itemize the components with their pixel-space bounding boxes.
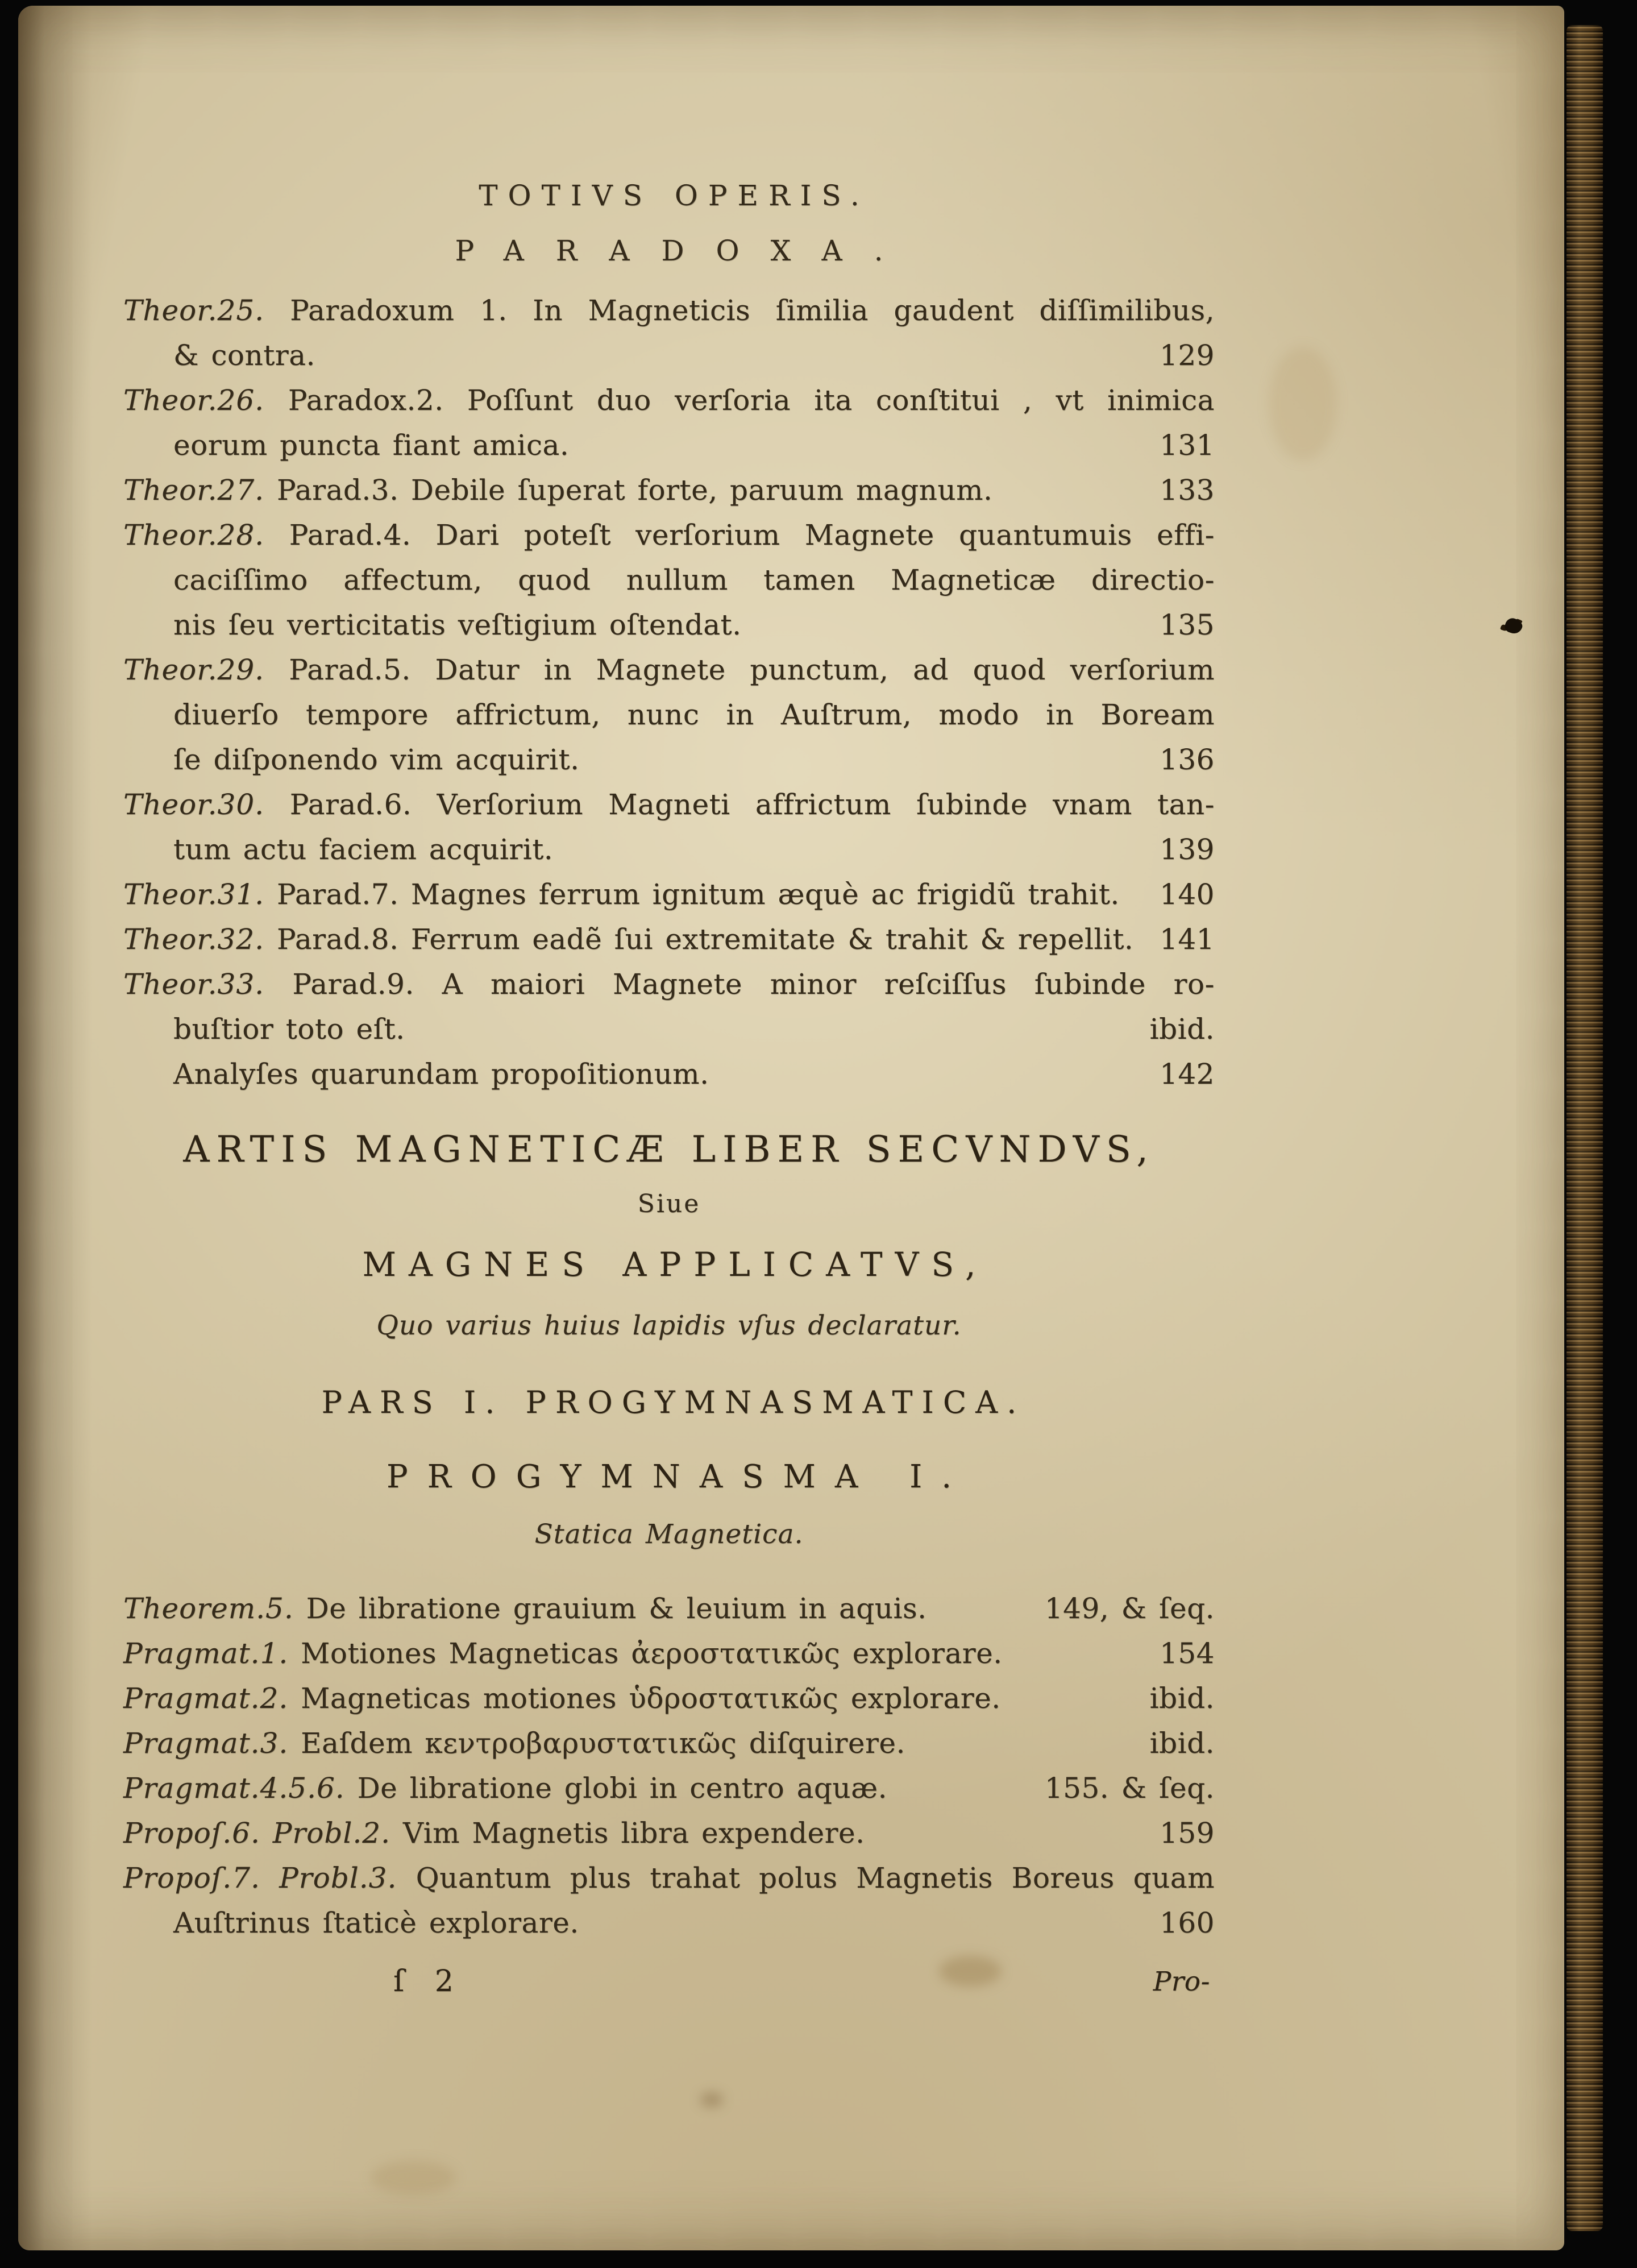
entry-page-number: 133 xyxy=(1160,474,1215,507)
toc-entry xyxy=(123,1676,1215,1721)
toc-entry xyxy=(123,917,1215,962)
entry-text: Theor.30. Parad.6. Verſorium Magneti affrictum ſubinde vnam tan- xyxy=(123,788,1215,821)
entry-text: buſtior toto eſt. xyxy=(173,1013,405,1046)
entry-page-number: 131 xyxy=(1160,429,1215,462)
entry-text: tum actu faciem acquirit. xyxy=(173,833,554,866)
toc-entry xyxy=(123,962,1215,1052)
toc-entry xyxy=(123,872,1215,917)
toc-entry xyxy=(123,378,1215,468)
toc-line xyxy=(123,1586,1215,1631)
toc-line xyxy=(123,917,1215,962)
entry-label: Pragmat.2. xyxy=(123,1682,301,1715)
gutter-shadow xyxy=(18,6,98,2250)
toc-line xyxy=(123,333,1215,378)
toc-line xyxy=(123,737,1215,782)
toc-line xyxy=(123,1811,1215,1856)
entry-text: ſe diſponendo vim acquirit. xyxy=(173,743,580,776)
entry-text: Theor.29. Parad.5. Datur in Magnete punctum, ad quod verſorium xyxy=(123,653,1215,686)
toc-line xyxy=(123,693,1215,737)
entry-text: Propoſ.6. Probl.2. Vim Magnetis libra expendere. xyxy=(123,1817,865,1850)
toc-line xyxy=(123,513,1215,558)
entry-page-number: 159 xyxy=(1160,1817,1215,1850)
ink-blot xyxy=(1503,616,1524,636)
entry-text: Theor.27. Parad.3. Debile ſuperat forte, paruum magnum. xyxy=(123,474,993,507)
entry-label: Theor.26. xyxy=(123,384,288,417)
entry-page-number: ibid. xyxy=(1149,1682,1215,1715)
toc-entry xyxy=(123,1631,1215,1676)
entry-page-number: 155. & ſeq. xyxy=(1044,1772,1215,1805)
toc-line xyxy=(123,827,1215,872)
entry-label: Theor.33. xyxy=(123,968,293,1001)
entry-label: Propoſ.6. Probl.2. xyxy=(123,1817,403,1850)
book-fore-edge xyxy=(1567,25,1603,2231)
entry-text: Theor.31. Parad.7. Magnes ferrum ignitum æquè ac frigidũ trahit. xyxy=(123,878,1120,911)
entry-page-number: 136 xyxy=(1160,743,1215,776)
entry-page-number: ibid. xyxy=(1149,1727,1215,1760)
entry-text: Analyſes quarundam propoſitionum. xyxy=(173,1058,709,1091)
entry-label: Theor.29. xyxy=(123,653,289,686)
progymnasma-heading: PROGYMNASMA I. xyxy=(386,1458,971,1495)
entry-label: Pragmat.4.5.6. xyxy=(123,1772,358,1805)
toc-line xyxy=(123,648,1215,693)
toc-line xyxy=(123,603,1215,648)
toc-entry xyxy=(123,1856,1215,1946)
toc-line xyxy=(123,872,1215,917)
toc-line xyxy=(123,1007,1215,1052)
book-subtitle-italic: Quo varius huius lapidis vſus declaratur. xyxy=(376,1310,962,1341)
entry-label: Theorem.5. xyxy=(123,1592,306,1625)
toc-line xyxy=(123,1901,1215,1946)
entry-label: Theor.25. xyxy=(123,294,290,327)
entry-label: Pragmat.3. xyxy=(123,1727,301,1760)
toc-line xyxy=(123,558,1215,603)
toc-entry xyxy=(123,1586,1215,1631)
entry-page-number: ibid. xyxy=(1149,1013,1215,1046)
toc-line xyxy=(123,1766,1215,1811)
toc-entry xyxy=(123,782,1215,872)
entry-page-number: 129 xyxy=(1160,339,1215,372)
entry-text: Pragmat.2. Magneticas motiones ὑδροστατικῶς explorare. xyxy=(123,1682,1001,1715)
toc-line xyxy=(123,378,1215,423)
entry-label: Theor.30. xyxy=(123,788,290,821)
entry-label: Theor.32. xyxy=(123,923,277,956)
entry-page-number: 154 xyxy=(1160,1637,1215,1670)
pars-heading: PARS I. PROGYMNASMATICA. xyxy=(321,1384,1026,1420)
entry-text: Theor.26. Paradox.2. Poſſunt duo verſoria ita conſtitui , vt inimica xyxy=(123,384,1215,417)
toc-line xyxy=(123,1721,1215,1766)
toc-line xyxy=(123,1856,1215,1901)
toc-line xyxy=(123,1052,1215,1097)
paradoxa-entries xyxy=(123,288,1215,1097)
toc-line xyxy=(123,782,1215,827)
book-title-magnes-applicatus: MAGNES APPLICATVS, xyxy=(362,1245,988,1284)
entry-text: caciſſimo affectum, quod nullum tamen Magneticæ directio- xyxy=(173,563,1215,596)
toc-entry xyxy=(123,288,1215,378)
toc-entry xyxy=(123,1052,1215,1097)
paper-stain xyxy=(700,2092,723,2107)
paper-stain xyxy=(371,2161,456,2195)
toc-entry xyxy=(123,648,1215,782)
toc-entry xyxy=(123,1811,1215,1856)
entry-text: Theor.25. Paradoxum 1. In Magneticis ſimilia gaudent diſſimilibus, xyxy=(123,294,1215,327)
toc-line xyxy=(123,288,1215,333)
entry-text: Propoſ.7. Probl.3. Quantum plus trahat polus Magnetis Boreus quam xyxy=(123,1861,1215,1894)
page-text-block xyxy=(123,173,1215,2016)
footer-line xyxy=(123,1959,1215,2016)
entry-label: Pragmat.1. xyxy=(123,1637,301,1670)
entry-text: eorum puncta fiant amica. xyxy=(173,429,570,462)
entry-text: Pragmat.4.5.6. De libratione globi in centro aquæ. xyxy=(123,1772,887,1805)
book-title-sive: Siue xyxy=(637,1189,701,1218)
entry-page-number: 135 xyxy=(1160,608,1215,641)
book-page xyxy=(18,6,1564,2250)
entry-text: Pragmat.3. Eaſdem κεντροβαρυστατικῶς diſquirere. xyxy=(123,1727,905,1760)
toc-entry xyxy=(123,1721,1215,1766)
progymnasma-subtitle: Statica Magnetica. xyxy=(534,1519,804,1550)
toc-entry xyxy=(123,468,1215,513)
entry-page-number: 140 xyxy=(1160,878,1215,911)
entry-label: Theor.28. xyxy=(123,519,289,552)
toc-entry xyxy=(123,1766,1215,1811)
entry-text: Theor.32. Parad.8. Ferrum eadẽ ſui extremitate & trahit & repellit. xyxy=(123,923,1134,956)
entry-text: diuerſo tempore affrictum, nunc in Auſtrum, modo in Boream xyxy=(173,698,1215,731)
toc-entry xyxy=(123,513,1215,648)
toc-line xyxy=(123,962,1215,1007)
toc-line xyxy=(123,468,1215,513)
toc-line xyxy=(123,1676,1215,1721)
entry-page-number: 141 xyxy=(1160,923,1215,956)
entry-text: Theor.28. Parad.4. Dari poteſt verſorium Magnete quantumuis effi- xyxy=(123,519,1215,552)
entry-label: Theor.31. xyxy=(123,878,277,911)
entry-page-number: 142 xyxy=(1160,1058,1215,1091)
entry-label: Theor.27. xyxy=(123,474,277,507)
entry-text: Theorem.5. De libratione grauium & leuium in aquis. xyxy=(123,1592,927,1625)
entry-page-number: 139 xyxy=(1160,833,1215,866)
progymnasma-entries xyxy=(123,1586,1215,1946)
entry-label: Propoſ.7. Probl.3. xyxy=(123,1861,416,1894)
entry-text: nis ſeu verticitatis veſtigium oſtendat. xyxy=(173,608,742,641)
book-title: ARTIS MAGNETICÆ LIBER SECVNDVS, xyxy=(183,1129,1155,1171)
entry-page-number: 160 xyxy=(1160,1906,1215,1939)
section-title-paradoxa: PARADOXA. xyxy=(455,234,915,267)
entry-text: Auſtrinus ſtaticè explorare. xyxy=(173,1906,579,1939)
paper-stain xyxy=(1269,347,1337,461)
toc-line xyxy=(123,1631,1215,1676)
catchword: Pro- xyxy=(1153,1966,1210,1997)
entry-text: Pragmat.1. Motiones Magneticas ἀεροστατικῶς explorare. xyxy=(123,1637,1003,1670)
toc-line xyxy=(123,423,1215,468)
entry-text: Theor.33. Parad.9. A maiori Magnete minor reſciſſus ſubinde ro- xyxy=(123,968,1215,1001)
entry-page-number: 149, & ſeq. xyxy=(1044,1592,1215,1625)
entry-text: & contra. xyxy=(173,339,315,372)
signature-mark: ſ 2 xyxy=(393,1964,463,1999)
running-title: TOTIVS OPERIS. xyxy=(479,179,870,212)
